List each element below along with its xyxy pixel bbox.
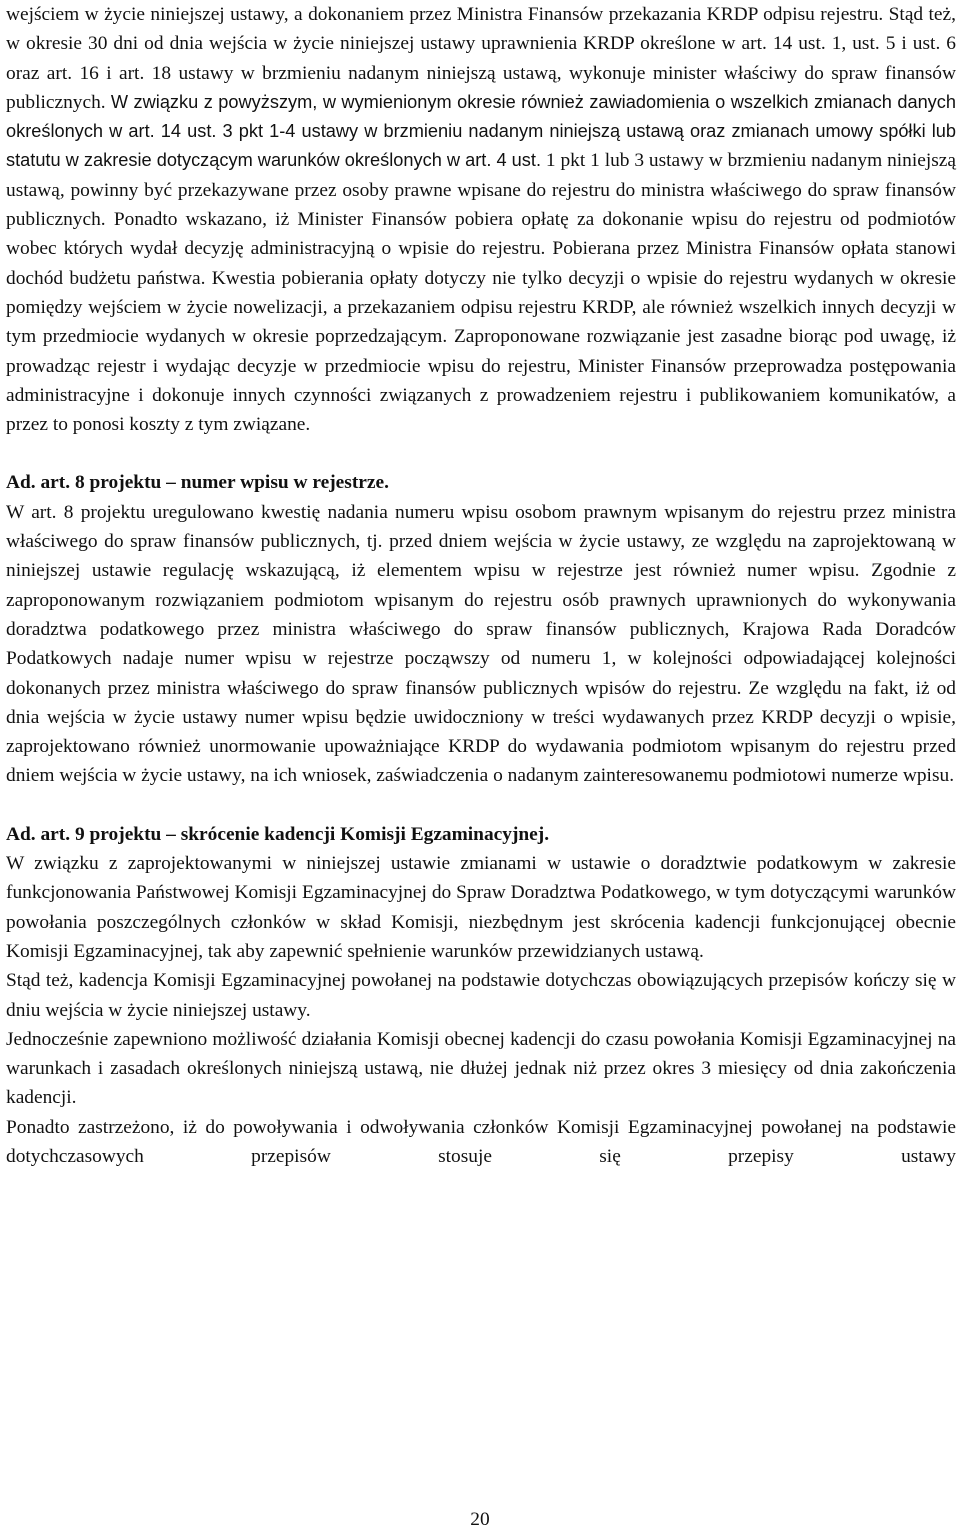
paragraph-art-8	[6, 498, 956, 791]
paragraph-art-9-1: W związku z zaprojektowanymi w niniejszej ustawie zmianami w ustawie o doradztwie podatkowym w zakresie funkcjonowania Państwowej Komisji Egzaminacyjnej do Spraw Doradztwa Podatkowego, w tym dotyczącymi warunków powołania poszczególnych członków w skład Komisji, niezbędnym jest skrócenia kadencji funkcjonującej obecnie Komisji Egzaminacyjnej, tak aby zapewnić spełnienie warunków przewidzianych ustawą.	[6, 853, 956, 962]
heading-title: 9 projektu – skrócenie kadencji Komisji Egzaminacyjnej.	[74, 823, 550, 845]
paragraph-text: 8 projektu uregulowano kwestię nadania numeru wpisu osobom prawnym wpisanym do rejestru przez ministra właściwego do spraw finansów publicznych, tj. przed dniem wejścia w życie ustawy, ze względu na zaprojektowaną w niniejszej ustawie regulację wskazującą, iż elementem wpisu w rejestrze jest również numer wpisu. Zgodnie z zaproponowanym rozwiązaniem podmiotom wpisanym do rejestru osób prawnych uprawnionych do wykonywania doradztwa podatkowego przez ministra właściwego do spraw finansów publicznych, Krajowa Rada Doradców Podatkowych nadaje numer wpisu w rejestrze począwszy od numeru 1, w kolejności odpowiadającej kolejności dokonanych przez ministra właściwego do spraw finansów publicznych wpisów do rejestru. Ze względu na fakt, iż od dnia wejścia w życie ustawy numer wpisu będzie uwidoczniony w treści wydawanych przez KRDP decyzji o wpisie, zaprojektowano również unormowanie upoważniające KRDP do wydawania podmiotom wpisanym do rejestru przed dniem wejścia w życie ustawy, na ich wniosek, zaświadczenia o nadanym zainteresowanemu podmiotowi numerze wpisu.	[6, 501, 956, 787]
heading-title: 8 projektu – numer wpisu w rejestrze.	[74, 472, 389, 494]
section-heading-art-9	[6, 820, 956, 849]
heading-prefix: Ad. art.	[6, 472, 71, 494]
heading-prefix: Ad. art.	[6, 823, 71, 845]
paragraph-art-9-3: Jednocześnie zapewniono możliwość działania Komisji obecnej kadencji do czasu powołania Komisji Egzaminacyjnej na warunkach i zasadach określonych niniejszą ustawą, nie dłużej jednak niż przez okres 3 miesięcy od dnia zakończenia kadencji.	[6, 1028, 956, 1109]
spacer	[6, 439, 956, 468]
spacer	[6, 791, 956, 820]
paragraph-text: wejściem w życie niniejszej ustawy, a dokonaniem przez Ministra Finansów przekazania KRDP odpisu rejestru. Stąd też, w okresie 30 dni od dnia wejścia w życie niniejszej ustawy uprawnienia KRDP określone w art. 14 ust. 1, ust. 5 i ust. 6 oraz art. 16 i art. 18 ustawy w brzmieniu nadanym niniejszą ustawą, wykonuje minister właściwy do spraw finansów publicznych.	[6, 4, 956, 113]
paragraph-art-9-2: Stąd też, kadencja Komisji Egzaminacyjnej powołanej na podstawie dotychczas obowiązujących przepisów kończy się w dniu wejścia w życie niniejszej ustawy.	[6, 970, 956, 1021]
section-heading-art-8	[6, 468, 956, 497]
page-number: 20	[470, 1509, 490, 1530]
paragraph-text: 1 pkt 1 lub 3 ustawy w brzmieniu nadanym niniejszą ustawą, powinny być przekazywane przez osoby prawne wpisane do rejestru do ministra właściwego do spraw finansów publicznych. Ponadto wskazano, iż Minister Finansów pobiera opłatę za dokonanie wpisu do rejestru od podmiotów wobec których wydał decyzję administracyjną o wpisie do rejestru. Pobierana przez Ministra Finansów opłata stanowi dochód budżetu państwa. Kwestia pobierania opłaty dotyczy nie tylko decyzji o wpisie do rejestru wydanych w okresie pomiędzy wejściem w życie nowelizacji, a przekazaniem odpisu rejestru KRDP, ale również wszelkich innych decyzji w tym przedmiocie wydanych w okresie poprzedzającym. Zaproponowane rozwiązanie jest zasadne biorąc pod uwagę, iż prowadząc rejestr i wydając decyzje w przedmiocie wpisu do rejestru, Minister Finansów przeprowadza postępowania administracyjne i dokonuje innych czynności związanych z prowadzeniem rejestru i publikowaniem komunikatów, a przez to ponosi koszty z tym związane.	[6, 150, 956, 436]
paragraph-art-9-4: Ponadto zastrzeżono, iż do powoływania i odwoływania członków Komisji Egzaminacyjnej powołanej na podstawie dotychczasowych przepisów stosuje się przepisy ustawy	[6, 1116, 956, 1167]
paragraph-transition-rules	[6, 0, 956, 439]
paragraph-prefix: W art.	[6, 501, 57, 523]
paragraph-text-sans: W związku z powyższym, w wymienionym okresie również zawiadomienia o wszelkich zmianach danych określonych w art. 14 ust. 3 pkt 1-4 ustawy w brzmieniu nadanym niniejszą ustawą oraz zmianach umowy spółki lub statutu w zakresie dotyczącym warunków określonych w art. 4 ust.	[6, 91, 956, 171]
document-page	[6, 0, 956, 1171]
